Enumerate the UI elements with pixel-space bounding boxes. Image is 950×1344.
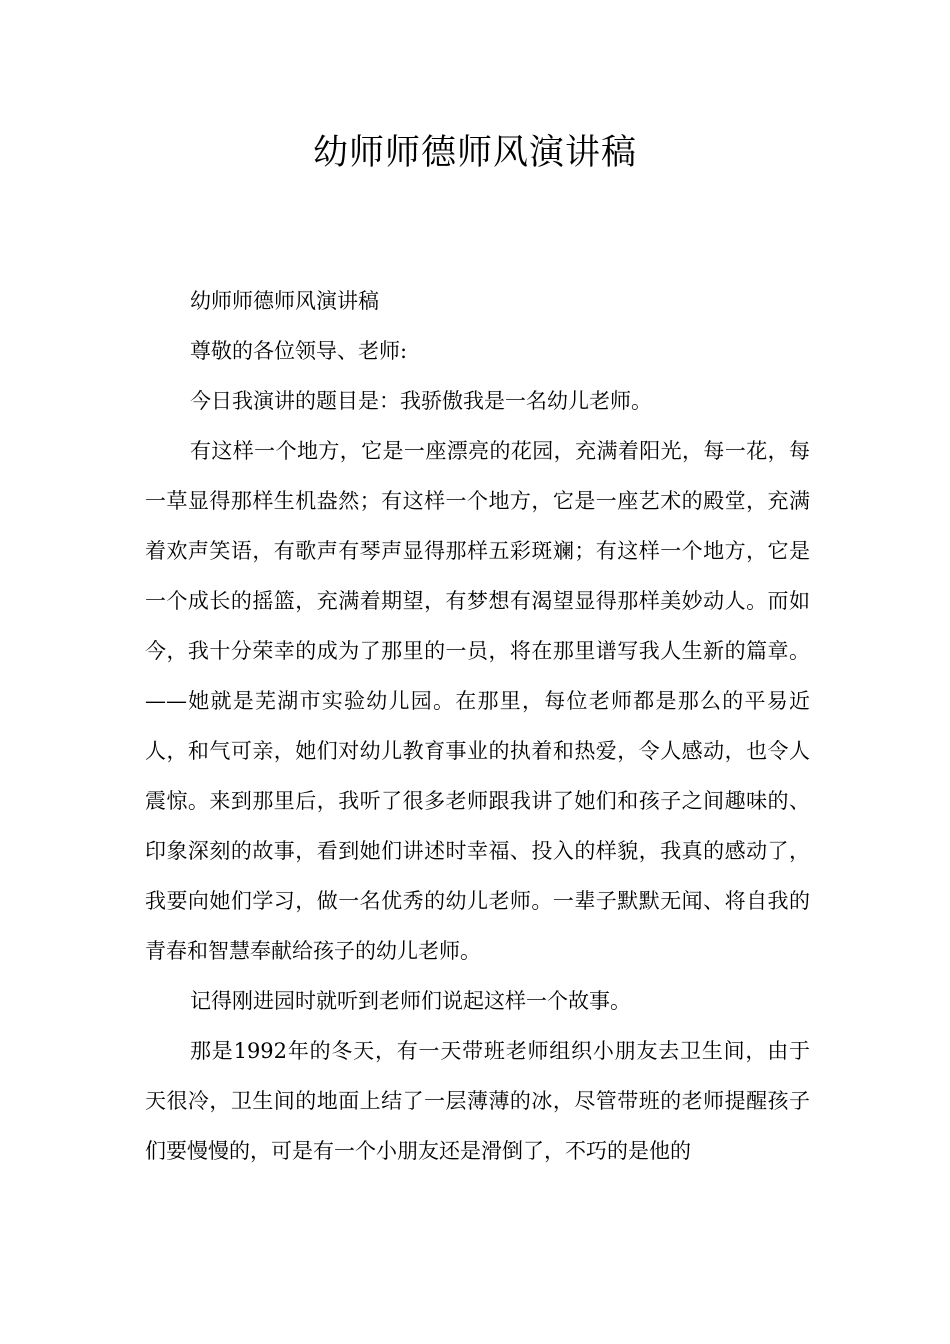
paragraph-salutation: 尊敬的各位领导、老师: bbox=[190, 339, 408, 363]
paragraph-topic: 今日我演讲的题目是：我骄傲我是一名幼儿老师。 bbox=[190, 389, 652, 413]
paragraph-heading: 幼师师德师风演讲稿 bbox=[190, 289, 379, 313]
document-body bbox=[145, 276, 810, 1176]
paragraph-body: 那是1992年的冬天，有一天带班老师组织小朋友去卫生间，由于天很冷，卫生间的地面上结了一层薄薄的冰，尽管带班的老师提醒孩子们要慢慢的，可是有一个小朋友还是滑倒了，不巧的是他的 bbox=[145, 1039, 810, 1163]
paragraph-body: 有这样一个地方，它是一座漂亮的花园，充满着阳光，每一花，每一草显得那样生机盎然；有这样一个地方，它是一座艺术的殿堂，充满着欢声笑语，有歌声有琴声显得那样五彩斑斓；有这样一个地方，它是一个成长的摇篮，充满着期望，有梦想有渴望显得那样美妙动人。而如今，我十分荣幸的成为了那里的一员，将在那里谱写我人生新的篇章。——她就是芜湖市实验幼儿园。在那里，每位老师都是那么的平易近人，和气可亲，她们对幼儿教育事业的执着和热爱，令人感动，也令人震惊。来到那里后，我听了很多老师跟我讲了她们和孩子之间趣味的、印象深刻的故事，看到她们讲述时幸福、投入的样貌，我真的感动了，我要向她们学习，做一名优秀的幼儿老师。一辈子默默无闻、将自我的青春和智慧奉献给孩子的幼儿老师。 bbox=[145, 439, 810, 963]
document-title: 幼师师德师风演讲稿 bbox=[312, 133, 637, 173]
paragraph-body: 记得刚进园时就听到老师们说起这样一个故事。 bbox=[190, 989, 631, 1013]
